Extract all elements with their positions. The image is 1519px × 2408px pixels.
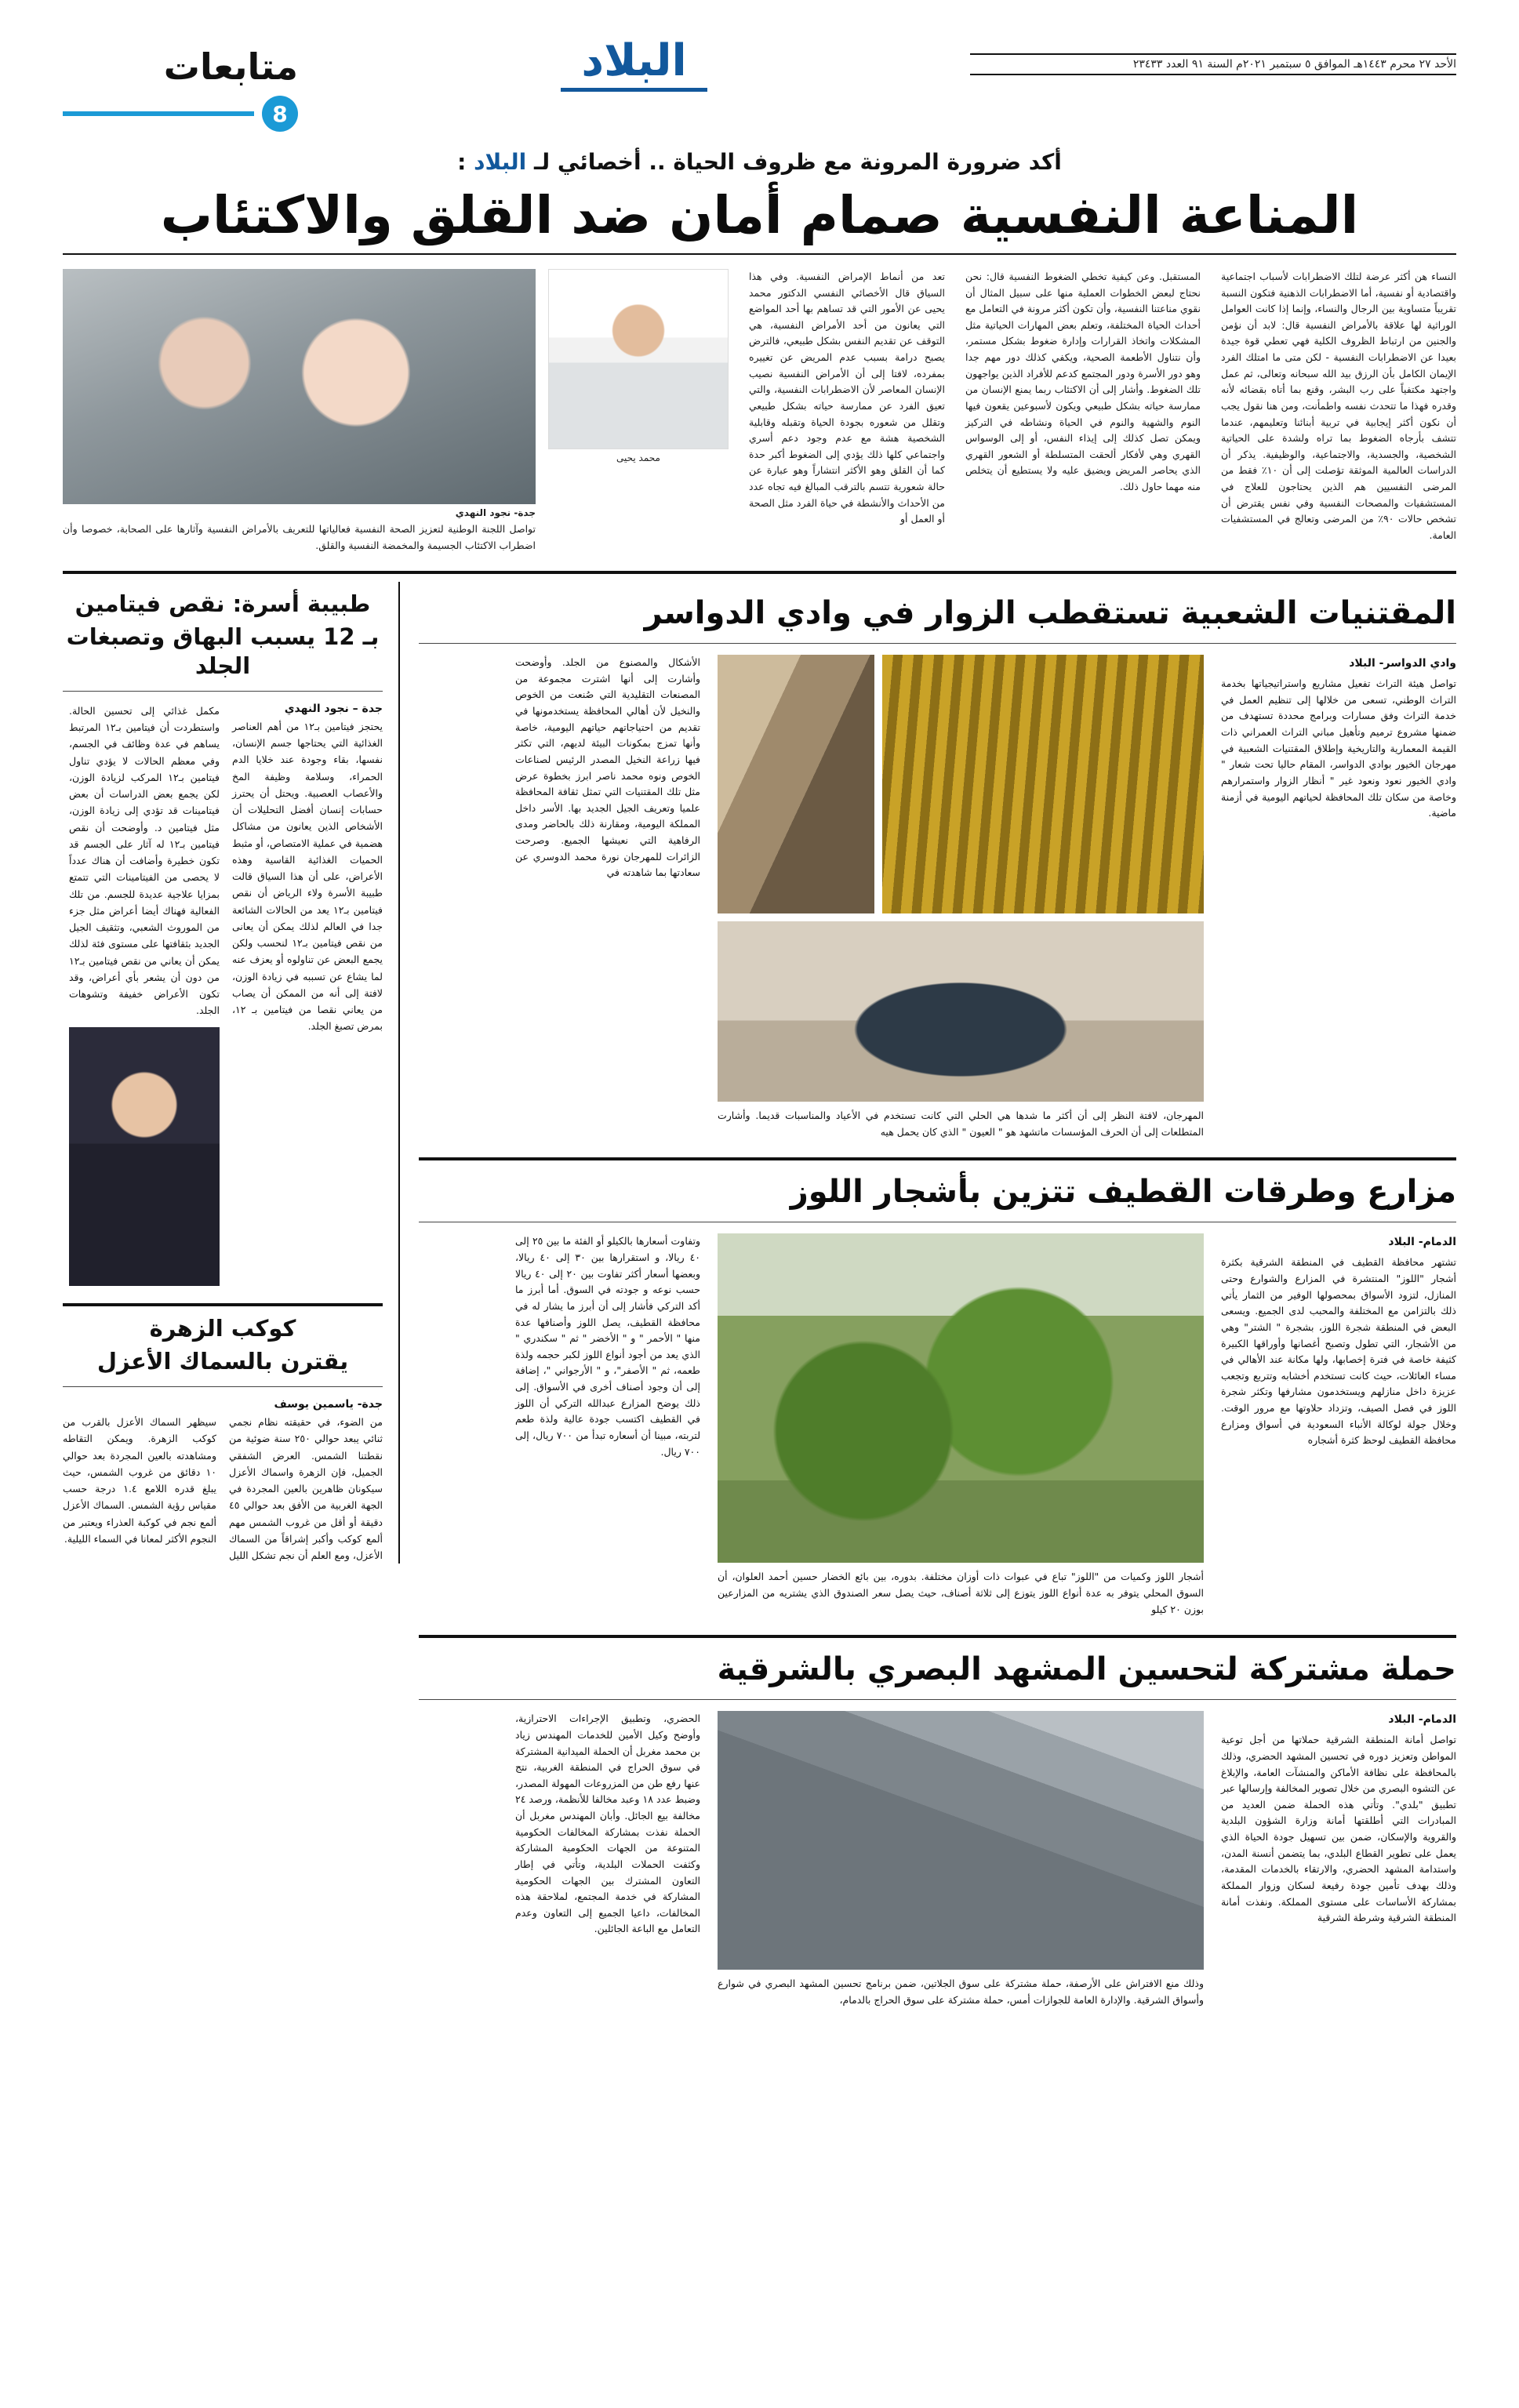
- rail-story-venus: [63, 1314, 383, 1564]
- rail-vitamin-byline: جدة – نجود النهدي: [284, 702, 383, 715]
- story-almond: [419, 1173, 1456, 1618]
- rail-vitamin-col-left: [69, 703, 220, 1286]
- lead-byline: جدة- نجود النهدي: [455, 507, 536, 518]
- lead-column-3: تعد من أنماط الإمراض النفسية. وفي هذا السياق قال الأخصائي النفسي الدكتور محمد يحيى عن الأمور التي قد تساهم بها أحد المواضع التي يعانون من أحد الأمراض النفسية، هي التوقف عن تقديم النفس بشكل طبيعي، فالترض يصبح درامة بسبب عدم المريض عن تغييره بمفرده، لافتا إلى أن الأمراض النفسية نصيب الإنسان المعاصر لأن الاضطرابات النفسية، والتي تعيق الفرد عن ممارسة حياته بشكل طبيعي وتقلل من شعوره بجودة الحياة وتقبله وقابلية الشخصية هشة مع عدم وجود دعم أسري واجتماعي كلها ذلك يؤدي إلى الضغوط أكبر حدة كما أن القلق وهو الأكثر انتشاراً وهو عبارة عن حالة شعورية تتسم بالترقب المبالغ فيه تجاه عدد من الأحداث والأنشطة في حياة الفرد مثل الصحة أو العمل أو: [749, 270, 945, 525]
- rail-vitamin-rule: [63, 691, 383, 692]
- story-almond-text-right: تشتهر محافظة القطيف في المنطقة الشرقية بكثرة أشجار "اللوز" المنتشرة في المزارع والشوارع وحتى المنازل، لتزود الأسواق بمحصولها الوفير من الثمار يأتي ذلك بالتزامن مع المختلفة والمحبب لدى الجميع. ويسعى البعض في المنطقة شجرة اللوز، بشجرة " الشتر" وهي من الأشجار، التي تطول وتصبح أغصانها وأوراقها الكبيرة كثيفة خاصة في فترة إخصابها، ولها مكانة عند الأهالي في مساء العائلات، حيث كانت تستخدم أخشابه وتتربع وتجعب عزيزة داخل منازلهم ويستخدمون مشارفها وتكثر شجرة اللوز في فصل الصيف، وتزداد حلاوتها مع مرور الوقت. وخلال جولة لوكالة الأنباء السعودية في أسواق ومزارع محافظة القطيف لوحظ كثرة أشجاره: [1221, 1256, 1456, 1447]
- rail-venus-headline-line1: كوكب الزهرة: [149, 1314, 296, 1342]
- lead-photo-area: [63, 269, 729, 554]
- rail-vitamin-col-right: [232, 703, 383, 1286]
- rail-venus-headline-line2: يقترن بالسماك الأعزل: [96, 1347, 349, 1375]
- story-heritage-col-right: [1221, 655, 1456, 822]
- newspaper-logo: البلاد: [561, 39, 707, 92]
- story-campaign-rule: [419, 1699, 1456, 1700]
- lead-headline: المناعة النفسية صمام أمان ضد القلق والاكتئاب: [160, 185, 1359, 245]
- story-heritage-photos: [718, 655, 1204, 1140]
- lead-divider: [63, 253, 1456, 255]
- rail-vitamin-photo-doctor: [69, 1027, 220, 1286]
- rail-vitamin-text-left: مكمل غذائي إلى تحسين الحالة. واستطردت أن فيتامين بـ١٢ المرتبط يساهم في عدة وظائف في الجسم، وفي معظم الحالات لا يؤدي تناول فيتامين بـ١٢ المركب لزيادة الوزن، لكن يجمع بعض الدراسات أن بعض فيتامينات قد تؤدي إلى زيادة الوزن، مثل فيتامين د. وأوضحت أن نقص فيتامين بـ١٢ له آثار على الجسم قد تكون خطيرة وأضافت أن هناك عدداً لا يحصى من الفيتامينات التي تتمتع بمزايا علاجية عديدة للجسم. من تلك الفعالية فهناك أيضا أعراض مثل جزء من الموروث الشعبي، وتثقيف الجيل الجديد بثقافتها على مستوى فئة لذلك يمكن أن يعاني من نقص فيتامين بـ١٢ من دون أن يشعر بأي أعراض، وقد تكون الأعراض خفيفة وتشوهات الجلد.: [69, 704, 220, 1017]
- story-heritage-byline: وادي الدواسر- البلاد: [1349, 657, 1456, 670]
- rail-divider: [63, 1303, 383, 1306]
- heritage-photo-pottery: [718, 655, 874, 913]
- lead-kicker-before: أكد ضرورة المرونة مع ظروف الحياة .. أخصائي لـ: [526, 149, 1062, 175]
- rail-venus-text: من الضوء، في حقيقته نظام نجمي ثنائي يبعد حوالي ٢٥٠ سنة ضوئية من نقطتنا الشمس. العرض الشفقي الجميل، فإن الزهرة واسماك الأعزل سيكونان ظاهرين بالعين المجردة في الجهة الغربية من الأفق بعد حوالي ٤٥ دقيقة أو أقل من غروب الشمس مهم ألمع كوكب وأكبر إشراقاً من السماك الأعزل، ومع العلم أن نجم تشكل الليل سيظهر السماك الأعزل بالقرب من كوكب الزهرة. ويمكن التقاطه ومشاهدته بالعين المجردة بعد حوالي ١٠ دقائق من غروب الشمس، حيث يبلغ قدره اللامع ١.٤ درجة حسب مقياس رؤية الشمس. السماك الأعزل ألمع نجم في كوكبة العذراء ويعتبر من النجوم الأكثر لمعانا في السماء الليلية.: [63, 1416, 383, 1562]
- lead-photo-man-caption: محمد يحيى: [616, 452, 660, 463]
- lead-column-2: المستقبل. وعن كيفية تخطي الضغوط النفسية قال: نحن نحتاج لبعض الخطوات العملية منها على سبيل المثال أن نقوي مناعتنا النفسية، وأن تكون أكثر مرونة في التعامل مع أحداث الحياة المختلفة، وتعلم بعض المهارات الحياتية مثل المشكلات واتخاذ القرارات وإدارة ضغوط بشكل مستمر، وأن نتناول الأطعمة الصحية، ويكفي كذلك دور مهم جدا وهو دور الأسرة ودور المجتمع كدعم للأفراد الذين يواجهون تلك الضغوط. وأشار إلى أن الاكتئاب ربما يمنع الإنسان من ممارسة حياته بشكل طبيعي ويكون لأسبوعين يقعون فيها النوم والشهية والنوم في الحياة ونشاطه في التركيز ويمكن تصل كذلك إلى إيذاء النفس، أو إلى الوسواس القهري وهي لأفكار ألحقت المتسلطة أو الشعور القهري الذي يحاصر المريض ويضيق عليه ولا يستطيع أن يتخلص منه مهما حاول ذلك.: [965, 270, 1201, 493]
- rail-vitamin-headline-line2: بـ 12 يسبب البهاق وتصبغات الجلد: [66, 623, 380, 679]
- lead-body: [63, 269, 1456, 554]
- story-almond-photo-block: [718, 1233, 1204, 1618]
- story-almond-col-right: [1221, 1233, 1456, 1449]
- story-campaign-photo-block: [718, 1711, 1204, 2008]
- main-column: [419, 582, 1456, 2008]
- section-divider-2: [419, 1157, 1456, 1160]
- rail-venus-byline: جدة- ياسمين يوسف: [274, 1398, 383, 1411]
- story-visual-campaign: [419, 1651, 1456, 2008]
- rail-vitamin-text-right: يحتجز فيتامين بـ١٢ من أهم العناصر الغذائية التي يحتاجها جسم الإنسان، نفسها، بقاء وجودة عند خلايا الدم الحمراء، وسلامة وظيفة المخ والأعصاب العصبية. ويحتل أن يحترز حسابات إنسان أفضل التحليلات أن الأشخاص الذين يعانون من مشاكل هضمية في عملية الامتصاص، أو مثبط الحميات الغذائية القاسية وهذه الأعراض، على أن هذا السياق قالت طبيبة الأسرة ولاء الرياض أن نقص فيتامين بـ١٢ يعد من الحالات الشائعة جدا في العالم لذلك يمكن أن يعانى من نقص فيتامين بـ١٢ لنحسب ولكن يجمع البعض عن تناولوه أو يعزف عنه لما يشاع عن تسببه في زيادة الوزن، لافتة إلى أنه من الممكن أن يصاب من يعاني نقصا من فيتامين بـ ١٢، بمرض تصبغ الجلد.: [232, 720, 383, 1033]
- story-almond-col-left: وتفاوت أسعارها بالكيلو أو الفئة ما بين ٢٥ إلى ٤٠ ريالا، و استقرارها بين ٣٠ إلى ٤٠ ريالا، وبعضها أسعار أكثر تفاوت بين ٢٠ إلى ٤٠ ريالا حسب نوعه و جودته في السوق. أما أبرز ما أكد التركي فأشار إلى أن أبرز ما يشار له في محافظة القطيف، يصل اللوز وأصنافها عدة منها " الأحمر " و " الأخضر " ثم " سكندري " الذي يعد من أجود أنواع اللوز لكبر حجمه ولذة طعمه، ثم " الأصفر"، و " الأرجواني "، إضافة إلى أن وجود أصناف أخرى في الأسواق. إلى ذلك يوضح المزارع عبدالله التركي أن اللوز في القطيف اكتسب جودة عالية ولذة طعم لتربته، مبينا أن أسعاره تبدأ من ٧٠٠ ريال، إلى ٧٠٠ ريال.: [515, 1235, 701, 1458]
- story-campaign-byline: الدمام- البلاد: [1388, 1713, 1456, 1727]
- story-campaign-columns: [419, 1711, 1456, 2008]
- story-heritage-text-right: تواصل هيئة التراث تفعيل مشاريع واستراتيجياتها بخدمة التراث الوطني، تسعى من خلالها إلى تنظيم العمل في خدمة التراث وفق مسارات وبرامج محددة تستهدف من ضمنها مشروع ترميم وتأهيل مباني التراث العمراني ذات القيمة المعمارية والتاريخية وإطلاق المقتنيات الشعبية في مهرجان الخيور بوادي الدواسر، المقام حاليا تحت شعار " وادي الخيور نعود ونعود غير " أنظار الزوار واستمرارهم وخاصة من سكان تلك المحافظة لحياتهم اليومية في أزمنة ماضية.: [1221, 677, 1456, 819]
- masthead: [63, 35, 1456, 129]
- lead-photo-main: [63, 269, 536, 504]
- masthead-logo-area: [298, 35, 970, 92]
- story-heritage-col-left: الأشكال والمصنوع من الجلد. وأوضحت وأشارت إلى أنها اشترت مجموعة من المصنعات التقليدية التي صُنعت من الخوص والنخيل لأن أهالي المحافظة يستخدمونها في تقديم من احتياجاتهم حياتهم اليومية، خاصة وأنها تمزج بمكونات البيئة لديهم، التي تكثر فيها زراعة النخيل المصدر الرئيس لصناعات الخوص ونوه محمد ناصر ابرز بخطوة عرض مثل تلك المقتنيات التي تمثل ثقافة المحافظة علميا وتعريف الجيل الجديد بها. الأسر داخل المملكة اليومية، ومقارنة ذلك بالحاضر ومدى الرفاهية التي نعيشها الجميع. وصرحت الزائرات للمهرجان نورة محمد الدوسري عن سعادتها بما شاهدته في: [515, 656, 700, 879]
- story-almond-columns: [419, 1233, 1456, 1618]
- section-title: متابعات: [163, 45, 298, 88]
- issue-date-line: الأحد ٢٧ محرم ١٤٤٣هـ الموافق ٥ سبتمبر ٢٠٢١م السنة ٩١ العدد ٢٣٤٣٣: [970, 53, 1456, 75]
- heritage-photo-jewelry: [882, 655, 1204, 913]
- lower-page: [63, 582, 1456, 2008]
- page-number-badge: 8: [262, 96, 298, 132]
- story-heritage: [419, 594, 1456, 1140]
- lead-kicker: [63, 149, 1456, 175]
- rail-vitamin-columns: [63, 703, 383, 1286]
- lead-column-1: النساء هن أكثر عرضة لتلك الاضطرابات لأسباب اجتماعية واقتصادية أو نفسية، أما الاضطرابات الذهنية فتكون النسبة تقريباً متساوية بين الرجال والنساء، وإنما إذا كانت العوامل الوراثية لها علاقة بالأمراض النفسية قال: لابد أن نؤمن والجنين من ارتباط الظروف الكلية فهي تعطي قوة جيدة بعيدا عن الاضطرابات النفسية - لكن متى ما امتلك الفرد الإيمان الكامل بأن الرزق بيد الله سبحانه وتعالى، ثم عمل واجتهد مكتفياً على رب البشر، وقنع بما أتاه بقضائه لأنه وقدره فهذا ما تتحدث نفسه واطمأنت، ومن هنا نقول يجب أن نكون أكثر إيجابية في تربية أبنائنا وتعليمهم، عندما تتشف بأرجاه الضغوط بما تراه ولشدة على الحياتية الشخصية، والجسدية، والاجتماعية، والوظيفية. يذكر أن الدراسات العالمية الموثقة تؤصلت إلى أن ١٠٪ فقط من المرضى النفسيين هم الذين يحتاجون للعلاج في المستشفيات والمصحات النفسية وفي نفس يقترض أن تشخص حالات ٩٠٪ من المرضى وتعالج في المستشفيات العامة.: [1221, 270, 1456, 541]
- rail-venus-rule: [63, 1386, 383, 1387]
- lead-story: [63, 149, 1456, 554]
- masthead-left: [970, 35, 1456, 75]
- story-campaign-col-right: [1221, 1711, 1456, 1927]
- story-campaign-headline: حملة مشتركة لتحسين المشهد البصري بالشرقية: [717, 1651, 1456, 1688]
- section-divider-1: [63, 571, 1456, 574]
- almond-photo-trees: [718, 1233, 1204, 1563]
- lead-kicker-after: :: [457, 149, 474, 175]
- side-rail: [63, 582, 400, 1564]
- story-heritage-headline: المقتنيات الشعبية تستقطب الزوار في وادي الدواسر: [644, 595, 1456, 632]
- lead-intro: تواصل اللجنة الوطنية لتعزيز الصحة النفسية فعالياتها للتعريف بالأمراض النفسية وآثارها على الصحابة، خصوصا وأن اضطراب الاكتئاب الجسيمة والمخمضة النفسية والقلق.: [63, 522, 536, 551]
- page-number-rule: [63, 111, 254, 116]
- story-heritage-text-mid: المهرجان، لافتة النظر إلى أن أكثر ما شدها هي الحلي التي كانت تستخدم في الأعياد والمناسبات قديما. وأشارت المتطلعات إلى أن الحرف المؤسسات ماتشهد هو " العيون " الذي كان يحمل هيه: [718, 1110, 1204, 1138]
- section-divider-3: [419, 1635, 1456, 1638]
- story-campaign-text-mid: وذلك منع الافتراش على الأرصفة، حملة مشتركة على سوق الجلاتين، ضمن برنامج تحسين المشهد البصري في شوارع وأسواق الشرقية. والإدارة العامة للجوازات أمس، حملة مشتركة على سوق الحراج بالدمام،: [718, 1978, 1204, 2006]
- lead-photo-man: [548, 269, 729, 449]
- rail-vitamin-headline-line1: طبيبة أسرة: نقص فيتامين: [74, 590, 371, 618]
- masthead-right: [63, 35, 298, 132]
- story-almond-headline: مزارع وطرقات القطيف تتزين بأشجار اللوز: [790, 1174, 1456, 1211]
- lead-kicker-brand: البلاد: [474, 149, 527, 175]
- story-campaign-col-left: الحضري، وتطبيق الإجراءات الاحترازية، وأوضح وكيل الأمين للخدمات المهندس زياد بن محمد مغربل أن الحملة الميدانية المشتركة في سوق الحراج في المنطقة الغربية، نتج عنها رفع طن من المزروعات المهولة المصدر، وضبط عدد ١٨ وعبد مخالفا للأنظمة، ورصد ٢٤ مخالفة بيع الجائل. وأبان المهندس مغربل أن الحملة نفذت بمشاركة المخالفات الحكومية المتنوعة من الجهات الحكومية المشاركة وكثفت الحملات البلدية، وتأتي في إطار التعاون المشترك بين الجهات الحكومية المشاركة في خدمة المجتمع، لملاحقة هذه المخالفات، داعيا الجميع إلى التعاون وعدم التعامل مع الباعة الجائلين.: [515, 1712, 700, 1935]
- lead-main-photo-block: [63, 269, 536, 554]
- rail-story-vitamin: [63, 590, 383, 1286]
- lead-sub-photo-block: [548, 269, 729, 463]
- story-heritage-rule: [419, 643, 1456, 644]
- heritage-photo-crafts: [718, 921, 1204, 1102]
- story-campaign-text-right: تواصل أمانة المنطقة الشرقية حملاتها من أجل توعية المواطن وتعزيز دوره في تحسين المشهد الحضري، وذلك بالمحافظة على نظافة الأماكن والمنشآت العامة، والإبلاغ عن التشوه البصري من خلال تصوير المخالفة وإرسالها عبر تطبيق "بلدي". وتأتي هذه الحملة ضمن العديد من المبادرات التي أطلقتها أمانة وزارة الشؤون البلدية والقروية والإسكان، ضمن بين تسهيل جودة الحياة الذي يعمل على تطوير القطاع البلدي، بما يتضمن أنسنة المدن، واستدامة المشهد الحضري، والارتقاء بالخدمات المقدمة، وذلك بهدف تأمين جودة رفيعة لسكان وزوار المملكة بمشاركة الأساسات على مستوى المملكة. ونفذت أمانة المنطقة الشرقية وشرطة الشرقية: [1221, 1734, 1456, 1924]
- story-almond-byline: الدمام- البلاد: [1388, 1236, 1456, 1249]
- story-heritage-columns: [419, 655, 1456, 1140]
- page-number-group: [63, 96, 298, 132]
- campaign-photo-road: [718, 1711, 1204, 1970]
- story-almond-text-mid: أشجار اللوز وكميات من "اللوز" تباع في عبوات ذات أوزان مختلفة. بدوره، بين بائع الخضار حسين أحمد العلوان، أن السوق المحلي يتوفر به عدة أنواع اللوز يتوزع إلى ثلاثة أصناف، حيث يصل سعر الصندوق الذي يشتريه من المزارعين بوزن ٢٠ كيلو: [718, 1571, 1204, 1615]
